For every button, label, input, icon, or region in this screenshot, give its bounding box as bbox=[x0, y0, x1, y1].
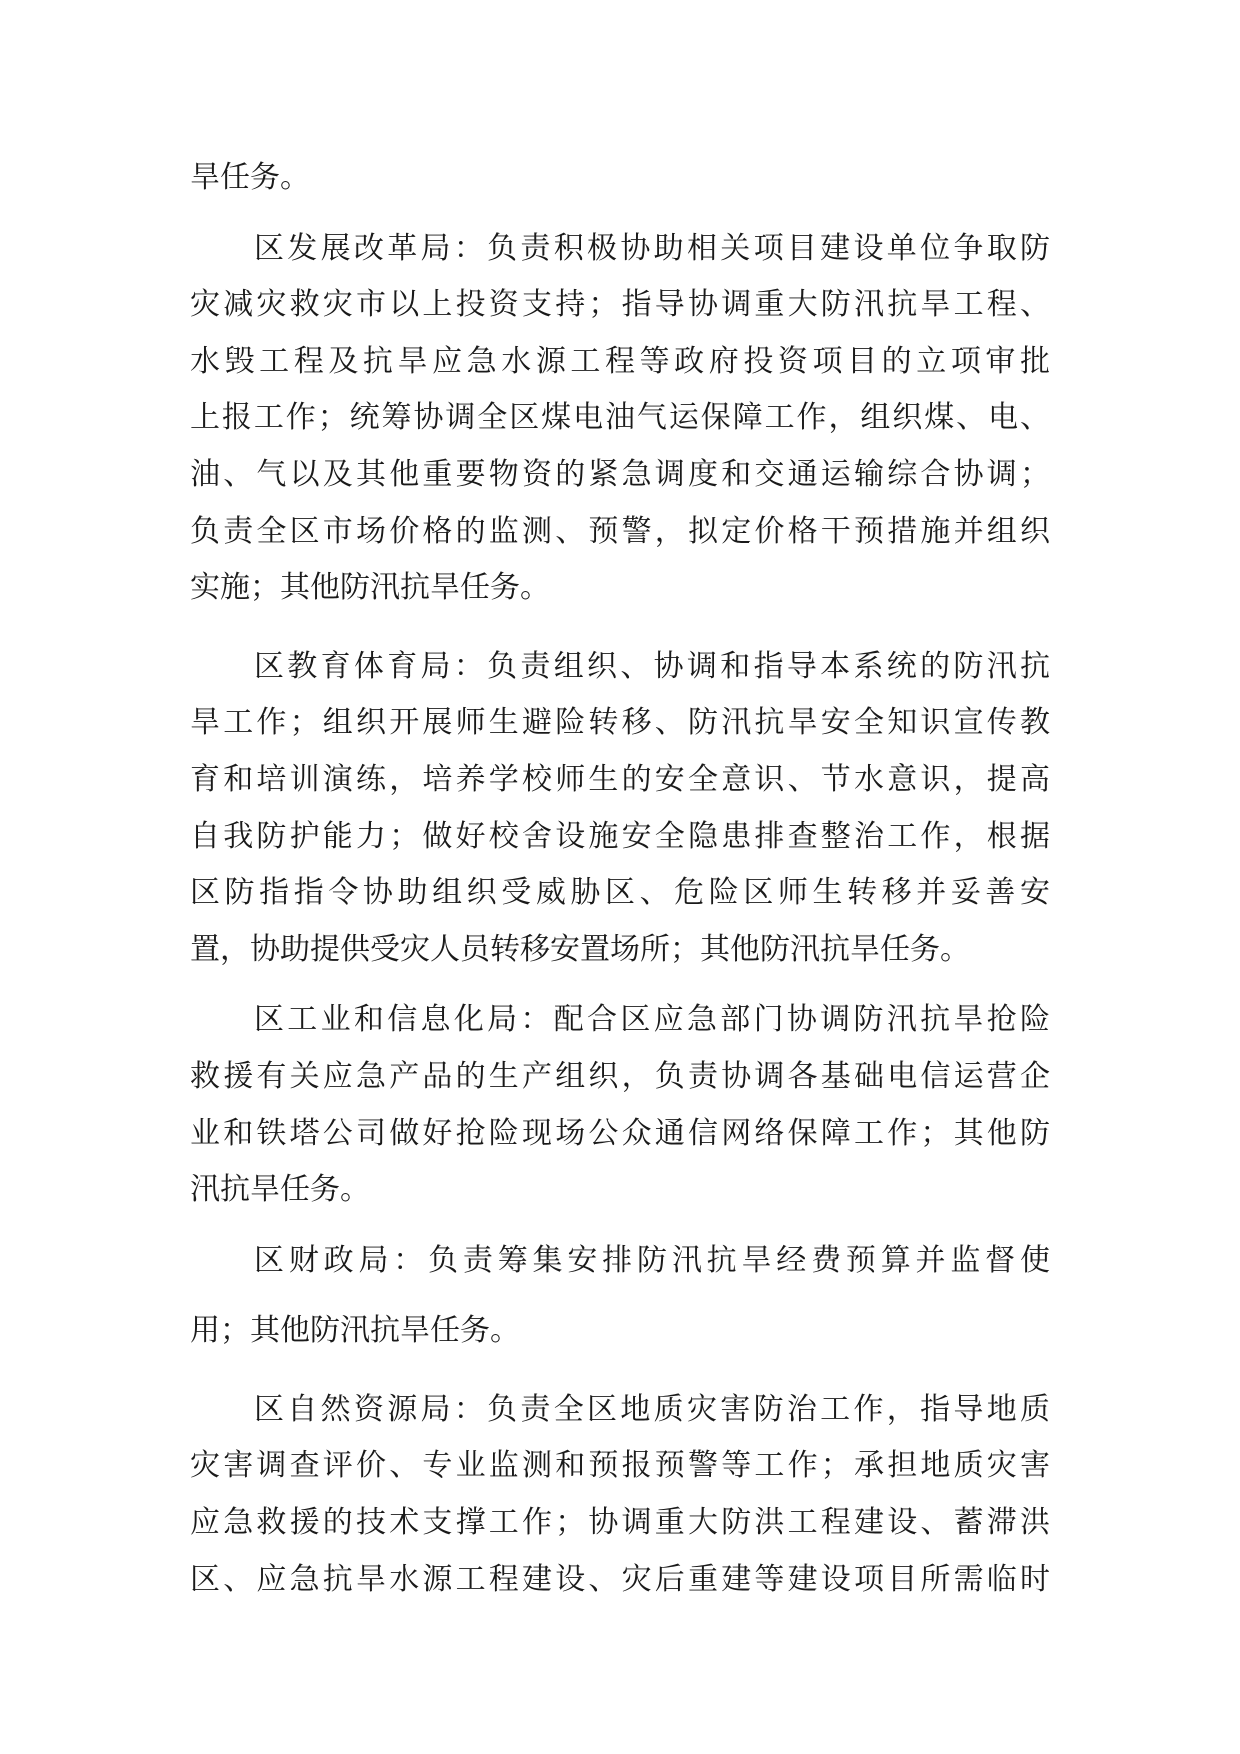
text-line: 区工业和信息化局：配合区应急部门协调防汛抗旱抢险 bbox=[254, 1002, 1050, 1038]
text-line: 业和铁塔公司做好抢险现场公众通信网络保障工作；其他防 bbox=[190, 1115, 1050, 1151]
paragraph-industry-information-bureau bbox=[190, 992, 1050, 1218]
text-line: 区防指指令协助组织受威胁区、危险区师生转移并妥善安 bbox=[190, 875, 1050, 911]
text-line: 救援有关应急产品的生产组织，负责协调各基础电信运营企 bbox=[190, 1058, 1050, 1094]
text-line: 旱工作；组织开展师生避险转移、防汛抗旱安全知识宣传教 bbox=[190, 705, 1050, 741]
text-line: 区、应急抗旱水源工程建设、灾后重建等建设项目所需临时 bbox=[190, 1561, 1050, 1597]
text-line: 育和培训演练，培养学校师生的安全意识、节水意识，提高 bbox=[190, 761, 1050, 797]
text-line: 水毁工程及抗旱应急水源工程等政府投资项目的立项审批 bbox=[190, 343, 1050, 379]
text-line: 区发展改革局：负责积极协助相关项目建设单位争取防 bbox=[254, 230, 1050, 266]
paragraph-finance-bureau bbox=[190, 1233, 1050, 1360]
text-line: 油、气以及其他重要物资的紧急调度和交通运输综合协调； bbox=[190, 456, 1050, 492]
text-line: 自我防护能力；做好校舍设施安全隐患排查整治工作，根据 bbox=[190, 818, 1050, 854]
text-line: 区自然资源局：负责全区地质灾害防治工作，指导地质 bbox=[254, 1391, 1050, 1427]
text-line: 实施；其他防汛抗旱任务。 bbox=[190, 570, 550, 606]
paragraph-education-sports-bureau bbox=[190, 639, 1050, 979]
text-line: 区教育体育局：负责组织、协调和指导本系统的防汛抗 bbox=[254, 648, 1050, 684]
paragraph-development-reform-bureau bbox=[190, 221, 1050, 617]
text-line: 负责全区市场价格的监测、预警，拟定价格干预措施并组织 bbox=[190, 513, 1050, 549]
text-line: 灾害调查评价、专业监测和预报预警等工作；承担地质灾害 bbox=[190, 1448, 1050, 1484]
text-line: 置，协助提供受灾人员转移安置场所；其他防汛抗旱任务。 bbox=[190, 931, 970, 967]
text-line: 区财政局：负责筹集安排防汛抗旱经费预算并监督使 bbox=[254, 1242, 1050, 1278]
document-body bbox=[190, 150, 1050, 1608]
text-line: 应急救援的技术支撑工作；协调重大防洪工程建设、蓄滞洪 bbox=[190, 1505, 1050, 1541]
text-line: 上报工作；统筹协调全区煤电油气运保障工作，组织煤、电、 bbox=[190, 400, 1050, 436]
text-line: 灾减灾救灾市以上投资支持；指导协调重大防汛抗旱工程、 bbox=[190, 287, 1050, 323]
paragraph-natural-resources-bureau bbox=[190, 1382, 1050, 1608]
text-line: 汛抗旱任务。 bbox=[190, 1172, 370, 1208]
text-line: 用；其他防汛抗旱任务。 bbox=[190, 1313, 520, 1349]
paragraph-continuation bbox=[190, 150, 1050, 207]
text-line: 旱任务。 bbox=[190, 160, 310, 195]
